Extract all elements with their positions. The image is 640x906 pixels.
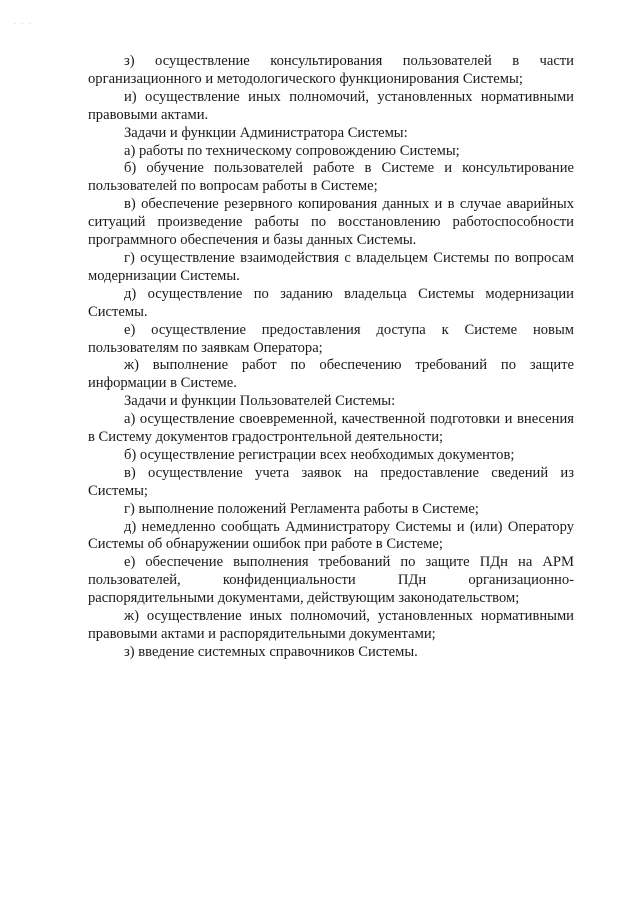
paragraph-user-task-z: з) введение системных справочников Системы.: [124, 643, 418, 660]
paragraph-admin-item-i: и) осуществление иных полномочий, установленных нормативными правовыми актами.: [88, 88, 574, 123]
section-heading-users: Задачи и функции Пользователей Системы:: [124, 393, 396, 410]
paragraph-admin-task-d: д) осуществление по заданию владельца Системы модернизации Системы.: [88, 285, 574, 320]
document-body: [88, 53, 574, 662]
paragraph-admin-task-e: е) осуществление предоставления доступа к Системе новым пользователям по заявкам Оператора;: [88, 321, 574, 356]
paragraph-admin-task-g: г) осуществление взаимодействия с владельцем Системы по вопросам модернизации Системы.: [88, 249, 574, 284]
paragraph-admin-task-zh: ж) выполнение работ по обеспечению требований по защите информации в Системе.: [88, 357, 574, 392]
scan-artifact: . . .: [14, 18, 33, 26]
paragraph-user-task-a: а) осуществление своевременной, качественной подготовки и внесения в Систему документов градостронтельной деятельности;: [88, 411, 574, 446]
paragraph-user-task-v: в) осуществление учета заявок на предоставление сведений из Системы;: [88, 464, 574, 499]
paragraph-user-task-zh: ж) осуществление иных полномочий, установленных нормативными правовыми актами и распорядительными документами;: [88, 608, 574, 642]
paragraph-admin-task-b: б) обучение пользователей работе в Системе и консультирование пользователей по вопросам работы в Системе;: [88, 160, 574, 195]
section-heading-administrator: Задачи и функции Администратора Системы:: [124, 124, 408, 141]
paragraph-user-task-e: е) обеспечение выполнения требований по защите ПДн на АРМ пользователей, конфиденциальности ПДн организационно-распорядительными документами, действующим законодательством;: [88, 554, 574, 607]
paragraph-admin-task-a: а) работы по техническому сопровождению Системы;: [124, 142, 460, 159]
paragraph-admin-task-v: в) обеспечение резервного копирования данных и в случае аварийных ситуаций произведение работы по восстановлению работоспособности программного обеспечения и базы данных Системы.: [88, 196, 574, 249]
paragraph-user-task-b: б) осуществление регистрации всех необходимых документов;: [124, 446, 515, 463]
paragraph-user-task-g: г) выполнение положений Регламента работы в Системе;: [124, 500, 479, 517]
paragraph-user-task-d: д) немедленно сообщать Администратору Системы и (или) Оператору Системы об обнаружении ошибок при работе в Системе;: [88, 518, 574, 553]
paragraph-admin-item-z: з) осуществление консультирования пользователей в части организационного и методологического функционирования Системы;: [88, 53, 574, 87]
